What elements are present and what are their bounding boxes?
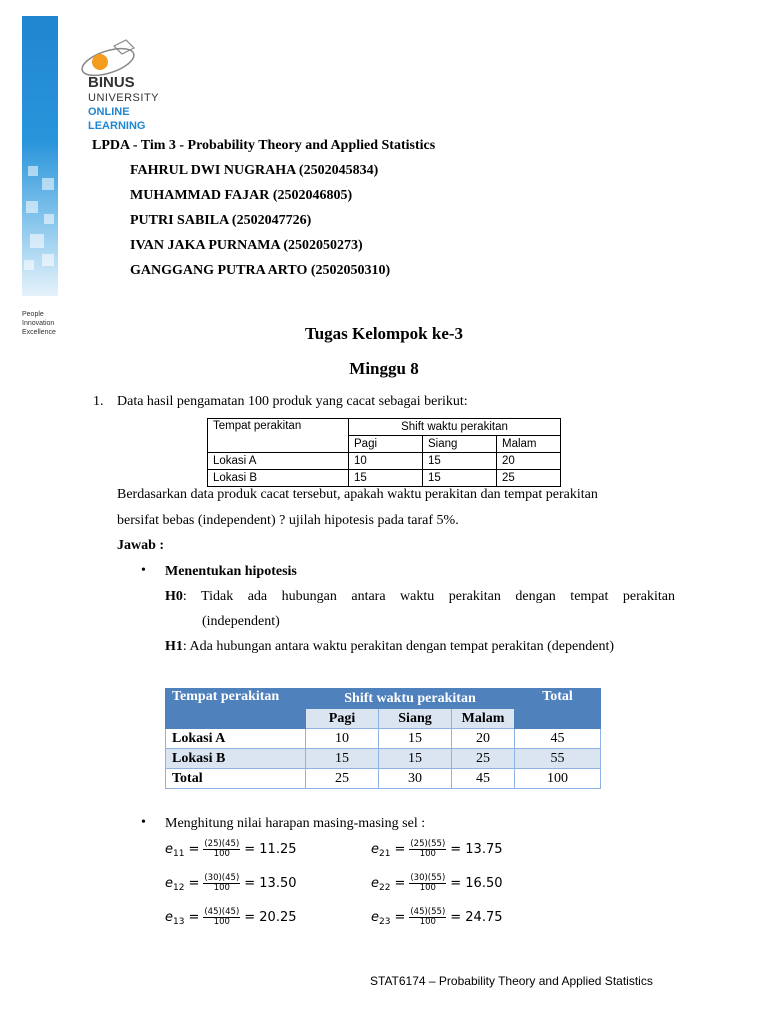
table-header-pagi: Pagi <box>349 436 423 453</box>
group-line: LPDA - Tim 3 - Probability Theory and Applied Statistics <box>92 138 436 153</box>
table-header-place: Tempat perakitan <box>208 419 349 453</box>
table-cell: 45 <box>515 729 601 749</box>
equation-e12: e 12 = $\frac{(30)(45)}{100}$ = 13.50 <box>165 873 297 894</box>
table-header-malam: Malam <box>497 436 561 453</box>
table-row <box>208 453 561 470</box>
eq-denominator: 100 <box>213 849 230 860</box>
eq-result: = 13.75 <box>450 842 503 858</box>
answer-label: Jawab : <box>117 538 165 553</box>
table-row <box>166 769 601 789</box>
table-cell: 15 <box>379 729 452 749</box>
table-cell: 15 <box>306 749 379 769</box>
decorative-side-bar <box>22 16 58 296</box>
h0-line <box>165 589 675 605</box>
bullet-dot: • <box>141 563 146 578</box>
tagline-innovation: Innovation <box>22 320 55 327</box>
logo-line-online: ONLINE <box>88 106 130 118</box>
eq-numerator: (30)(55) <box>410 873 446 883</box>
data-table <box>207 418 561 487</box>
table-header-shift: Shift waktu perakitan <box>306 689 515 709</box>
member-3: PUTRI SABILA (2502047726) <box>130 213 312 228</box>
table-header-total: Total <box>515 689 601 729</box>
question-number: 1. <box>93 394 104 409</box>
equation-e21: e 21 = $\frac{(25)(55)}{100}$ = 13.75 <box>371 839 503 860</box>
question-para-1: Berdasarkan data produk cacat tersebut, apakah waktu perakitan dan tempat perakitan <box>117 487 598 502</box>
eq-var: e <box>371 876 379 892</box>
equation-e11: e 11 = $\frac{(25)(45)}{100}$ = 11.25 <box>165 839 297 860</box>
table-header-malam: Malam <box>452 709 515 729</box>
table-header-place: Tempat perakitan <box>166 689 306 729</box>
eq-denominator: 100 <box>213 917 230 928</box>
eq-result: = 13.50 <box>244 876 297 892</box>
equation-e22: e 22 = $\frac{(30)(55)}{100}$ = 16.50 <box>371 873 503 894</box>
row-label: Lokasi B <box>166 749 306 769</box>
eq-result: = 11.25 <box>244 842 297 858</box>
table-row <box>208 470 561 487</box>
eq-denominator: 100 <box>213 883 230 894</box>
eq-index: 13 <box>173 916 185 927</box>
member-1: FAHRUL DWI NUGRAHA (2502045834) <box>130 163 379 178</box>
table-cell: 15 <box>379 749 452 769</box>
question-text: Data hasil pengamatan 100 produk yang cacat sebagai berikut: <box>117 394 468 409</box>
eq-denominator: 100 <box>419 849 436 860</box>
h0-text: : Tidak ada hubungan antara waktu perakitan dengan tempat perakitan <box>182 589 675 604</box>
equation-e23: e 23 = $\frac{(45)(55)}{100}$ = 24.75 <box>371 907 503 928</box>
eq-index: 21 <box>379 848 391 859</box>
eq-var: e <box>165 876 173 892</box>
eq-index: 23 <box>379 916 391 927</box>
table-cell: 20 <box>497 453 561 470</box>
table-header-pagi: Pagi <box>306 709 379 729</box>
tagline-excellence: Excellence <box>22 329 56 336</box>
h1-label: H1 <box>165 639 183 654</box>
eq-numerator: (30)(45) <box>204 873 240 883</box>
page-footer: STAT6174 – Probability Theory and Applied Statistics <box>370 974 653 988</box>
eq-index: 22 <box>379 882 391 893</box>
eq-denominator: 100 <box>419 917 436 928</box>
eq-denominator: 100 <box>419 883 436 894</box>
table-cell: 45 <box>452 769 515 789</box>
bullet-expected: Menghitung nilai harapan masing-masing sel : <box>165 816 426 831</box>
bullet-hypothesis: Menentukan hipotesis <box>165 564 297 579</box>
logo-line-binus: BINUS <box>88 74 135 91</box>
table-cell: 25 <box>306 769 379 789</box>
h0-continuation: (independent) <box>202 614 280 629</box>
equation-e13: e 13 = $\frac{(45)(45)}{100}$ = 20.25 <box>165 907 297 928</box>
h1-text: : Ada hubungan antara waktu perakitan dengan tempat perakitan (dependent) <box>182 639 614 654</box>
eq-result: = 16.50 <box>450 876 503 892</box>
table-cell: 15 <box>423 470 497 487</box>
contingency-table <box>165 688 601 789</box>
table-cell: 15 <box>423 453 497 470</box>
table-row <box>166 749 601 769</box>
eq-index: 12 <box>173 882 185 893</box>
question-para-2: bersifat bebas (independent) ? ujilah hipotesis pada taraf 5%. <box>117 513 459 528</box>
eq-var: e <box>371 842 379 858</box>
eq-var: e <box>165 910 173 926</box>
tagline-people: People <box>22 311 44 318</box>
eq-result: = 20.25 <box>244 910 297 926</box>
page-subtitle: Minggu 8 <box>349 359 419 378</box>
table-cell: 20 <box>452 729 515 749</box>
member-2: MUHAMMAD FAJAR (2502046805) <box>130 188 353 203</box>
eq-numerator: (25)(55) <box>410 839 446 849</box>
table-header-siang: Siang <box>423 436 497 453</box>
eq-var: e <box>371 910 379 926</box>
eq-var: e <box>165 842 173 858</box>
h1-line <box>165 639 614 655</box>
table-header-siang: Siang <box>379 709 452 729</box>
row-label: Lokasi A <box>166 729 306 749</box>
table-cell: 25 <box>497 470 561 487</box>
table-cell: 10 <box>306 729 379 749</box>
logo-line-learning: LEARNING <box>88 120 146 132</box>
logo-swirl-icon <box>78 36 148 78</box>
table-cell: 30 <box>379 769 452 789</box>
page-title: Tugas Kelompok ke-3 <box>304 324 464 343</box>
table-cell: 25 <box>452 749 515 769</box>
h0-label: H0 <box>165 589 183 604</box>
row-label: Total <box>166 769 306 789</box>
table-cell: 10 <box>349 453 423 470</box>
row-label: Lokasi A <box>208 453 349 470</box>
eq-result: = 24.75 <box>450 910 503 926</box>
member-5: GANGGANG PUTRA ARTO (2502050310) <box>130 263 391 278</box>
table-row <box>166 729 601 749</box>
eq-numerator: (45)(55) <box>410 907 446 917</box>
member-4: IVAN JAKA PURNAMA (2502050273) <box>130 238 363 253</box>
eq-index: 11 <box>173 848 185 859</box>
row-label: Lokasi B <box>208 470 349 487</box>
logo-line-university: UNIVERSITY <box>88 92 160 104</box>
eq-numerator: (25)(45) <box>204 839 240 849</box>
binus-logo <box>78 36 198 132</box>
bullet-dot: • <box>141 815 146 830</box>
table-cell: 55 <box>515 749 601 769</box>
table-cell: 15 <box>349 470 423 487</box>
eq-numerator: (45)(45) <box>204 907 240 917</box>
table-cell: 100 <box>515 769 601 789</box>
table-header-shift: Shift waktu perakitan <box>349 419 561 436</box>
